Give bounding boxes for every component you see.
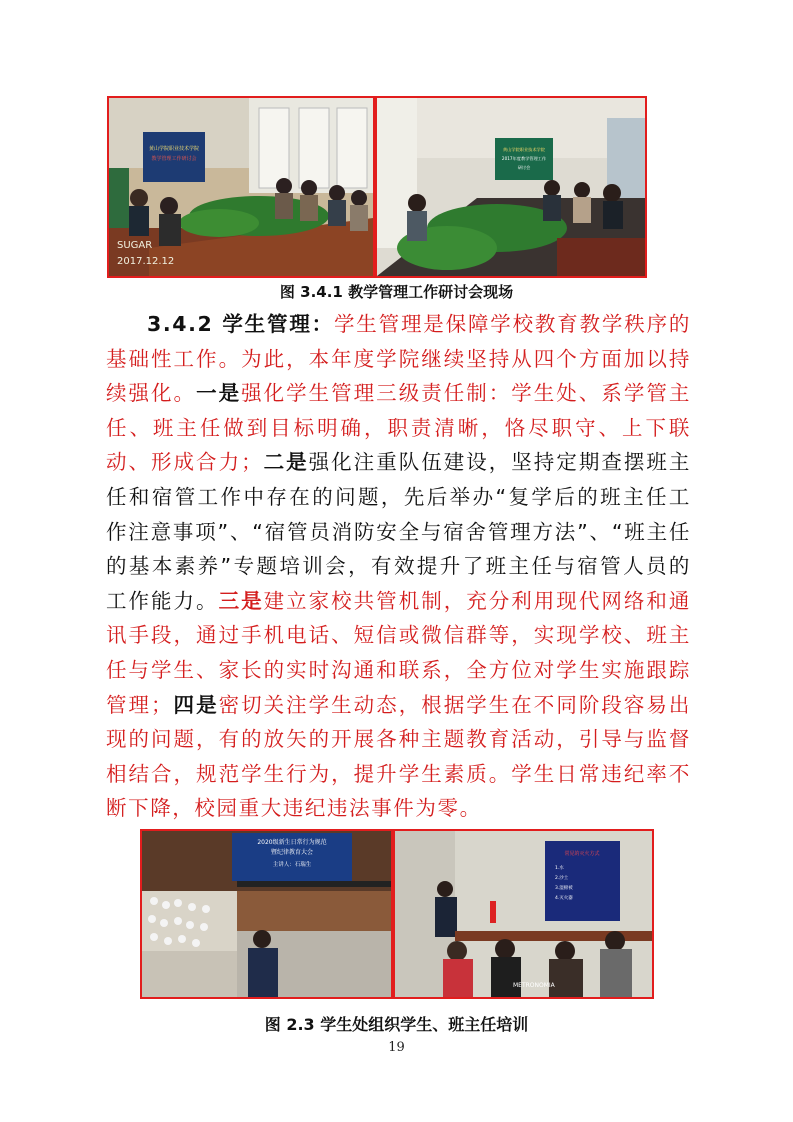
student-management-paragraph [106,307,691,826]
left-screen-title: 黄山学院职业技术学院 [148,146,200,152]
left2-screen-line2: 暨纪律教育大会 [270,849,314,856]
photo-stamp-date: 2017.12.12 [117,256,175,267]
photo-assembly-left [140,829,393,999]
segment-point1-label: 一是 [196,381,242,406]
right-screen-line1: 黄山学院职业技术学院 [503,147,545,152]
left-screen-line2: 教学管理工作研讨会 [151,156,197,162]
segment-point4-label: 四是 [173,692,219,717]
segment-point4-text: 密切关注学生动态，根据学生在不同阶段容易出现的问题，有的放矢的开展各种主题教育活动，引导与监督相结合，规范学生行为，提升学生素质。学生日常违纪率不断下降，校园重大违纪违法事件为零。 [106,692,691,821]
fire-screen-item-4: 4.灭火器 [555,896,573,901]
photo-stamp-brand: SUGAR [117,240,153,251]
fire-screen-item-1: 1.水 [555,866,564,871]
segment-point3-text: 建立家校共管机制，充分利用现代网络和通讯手段，通过手机电话、短信或微信群等，实现学校、班主任与学生、家长的实时沟通和联系，全方位对学生实施跟踪管理； [106,588,691,717]
right-screen-line3: 研讨会 [517,165,531,170]
fire-training-scene [395,831,652,997]
figure1-caption: 图 3.4.1 教学管理工作研讨会现场 [279,283,514,301]
segment-point2-text: 强化注重队伍建设，坚持定期查摆班主任和宿管工作中存在的问题，先后举办“复学后的班主任工作注意事项”、“宿管员消防安全与宿舍管理方法”、“班主任的基本素养”专题培训会，有效提升了班主任与宿管人员的工作能力。 [106,450,692,613]
seminar-left-scene [109,98,373,276]
segment-intro: 学生管理是保障学校教育教学秩序的基础性工作。为此，本年度学院继续坚持从四个方面加以持续强化。 [106,312,691,406]
left2-screen-line3: 主讲人：石瑞生 [272,862,312,868]
right-screen-line2: 2017年度教学管理工作 [501,156,547,161]
fire-screen-item-2: 2.沙土 [555,876,569,881]
section-heading: 3.4.2 学生管理： [147,312,334,336]
left2-screen-line1: 2020级新生日常行为规范 [257,839,327,846]
segment-point3-label: 三是 [218,588,264,613]
photo-fire-training-right [393,829,654,999]
photo-seminar-left [107,96,375,278]
photo-seminar-right [375,96,647,278]
figure2-caption: 图 2.3 学生处组织学生、班主任培训 [264,1015,529,1034]
page-number: 19 [388,1040,405,1055]
fire-banner-text: METRONOMIA [513,982,555,989]
fire-screen-item-3: 3.湿棉被 [555,886,573,891]
fire-screen-title: 常见的灭火方式 [564,851,600,857]
assembly-left-scene [142,831,391,997]
seminar-right-scene [377,98,645,276]
segment-point1-text: 强化学生管理三级责任制：学生处、系学管主任、班主任做到目标明确，职责清晰，恪尽职守、上下联动、形成合力； [106,381,691,475]
segment-point2-label: 二是 [263,450,309,475]
